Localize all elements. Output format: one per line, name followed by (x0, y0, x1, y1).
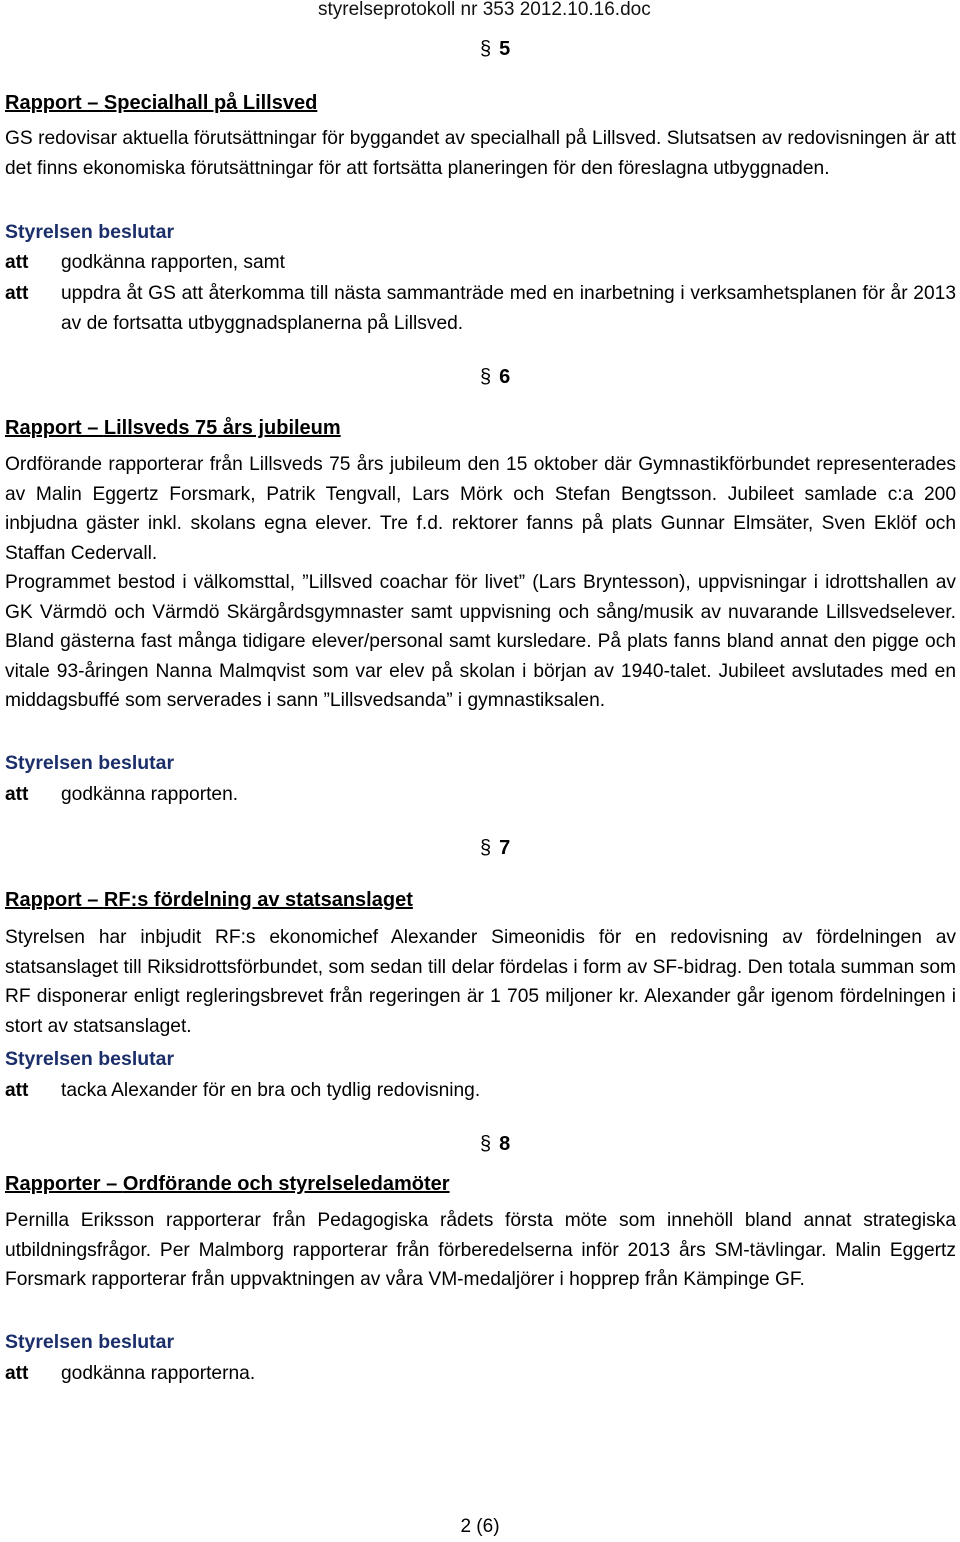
section-heading-8: Rapporter – Ordförande och styrelseledamöter (5, 1173, 450, 1195)
decision-item: att godkänna rapporten, samt (5, 252, 286, 273)
section-number-8: § 8 (480, 1133, 511, 1155)
section-number-7: § 7 (480, 837, 511, 859)
section-heading-5: Rapport – Specialhall på Lillsved (5, 92, 318, 114)
section-body-5: GS redovisar aktuella förutsättningar för byggandet av specialhall på Lillsved. Slutsatsen av redovisningen är att det finns ekonomiska förutsättningar för att fortsätta planeringen för den föreslagna utbyggnaden. (5, 128, 956, 179)
decision-label-6: Styrelsen beslutar (5, 752, 175, 774)
document-filename: styrelseprotokoll nr 353 2012.10.16.doc (318, 0, 651, 20)
decision-label-7: Styrelsen beslutar (5, 1048, 175, 1070)
section-number-5: § 5 (480, 38, 511, 60)
section-body-7: Styrelsen har inbjudit RF:s ekonomichef Alexander Simeonidis för en redovisning av fördelningen av statsanslaget till Riksidrottsförbundet, som sedan till delar fördelas i form av SF-bidrag. Den totala summan som RF disponerar enligt regleringsbrevet från regeringen är 1 705 miljoner kr. Alexander går igenom fördelningen i stort av statsanslaget. (5, 927, 956, 1037)
section-number-6: § 6 (480, 366, 511, 388)
paragraph-sign: § (480, 38, 492, 60)
decision-item: att uppdra åt GS att återkomma till nästa sammanträde med en inarbetning i verksamhetsplanen för år 2013 av de fortsatta utbyggnadsplanerna på Lillsved. (5, 283, 956, 334)
decision-label-5: Styrelsen beslutar (5, 221, 175, 243)
decision-item: att tacka Alexander för en bra och tydlig redovisning. (5, 1080, 481, 1101)
decision-item: att godkänna rapporten. (5, 784, 239, 805)
decision-label-8: Styrelsen beslutar (5, 1331, 175, 1353)
section-heading-6: Rapport – Lillsveds 75 års jubileum (5, 417, 341, 439)
section-body-8: Pernilla Eriksson rapporterar från Pedagogiska rådets första möte som innehöll bland annat strategiska utbildningsfrågor. Per Malmborg rapporterar från förberedelserna inför 2013 års SM-tävlingar. Malin Eggertz Forsmark rapporterar från uppvaktningen av våra VM-medaljörer i hopprep från Kämpinge GF. (5, 1210, 956, 1290)
page-number: 2 (6) (460, 1516, 500, 1537)
section-heading-7: Rapport – RF:s fördelning av statsanslaget (5, 889, 413, 911)
section-body-6: Ordförande rapporterar från Lillsveds 75 års jubileum den 15 oktober där Gymnastikförbundet representerades av Malin Eggertz Forsmark, Patrik Tengvall, Lars Mörk och Stefan Bengtsson. Jubileet samlade c:a 200 inbjudna gäster inkl. skolans egna elever. Tre f.d. rektorer fanns på plats Gunnar Elmsäter, Sven Eklöf och Staffan Cedervall. Programmet bestod i välkomsttal, ”Lillsved coachar för livet” (Lars Bryntesson), uppvisningar i idrottshallen av GK Värmdö och Värmdö Skärgårdsgymnaster samt uppvisning och sång/musik av nuvarande Lillsvedselever. Bland gästerna fast många tidigare elever/personal samt kursledare. På plats fanns bland annat den pigge och vitale 93-åringen Nanna Malmqvist som var elev på skolan i början av 1940-talet. Jubileet avslutades med en middagsbuffé som serverades i sann ”Lillsvedsanda” i gymnastiksalen. (5, 454, 956, 711)
decision-item: att godkänna rapporterna. (5, 1363, 256, 1384)
